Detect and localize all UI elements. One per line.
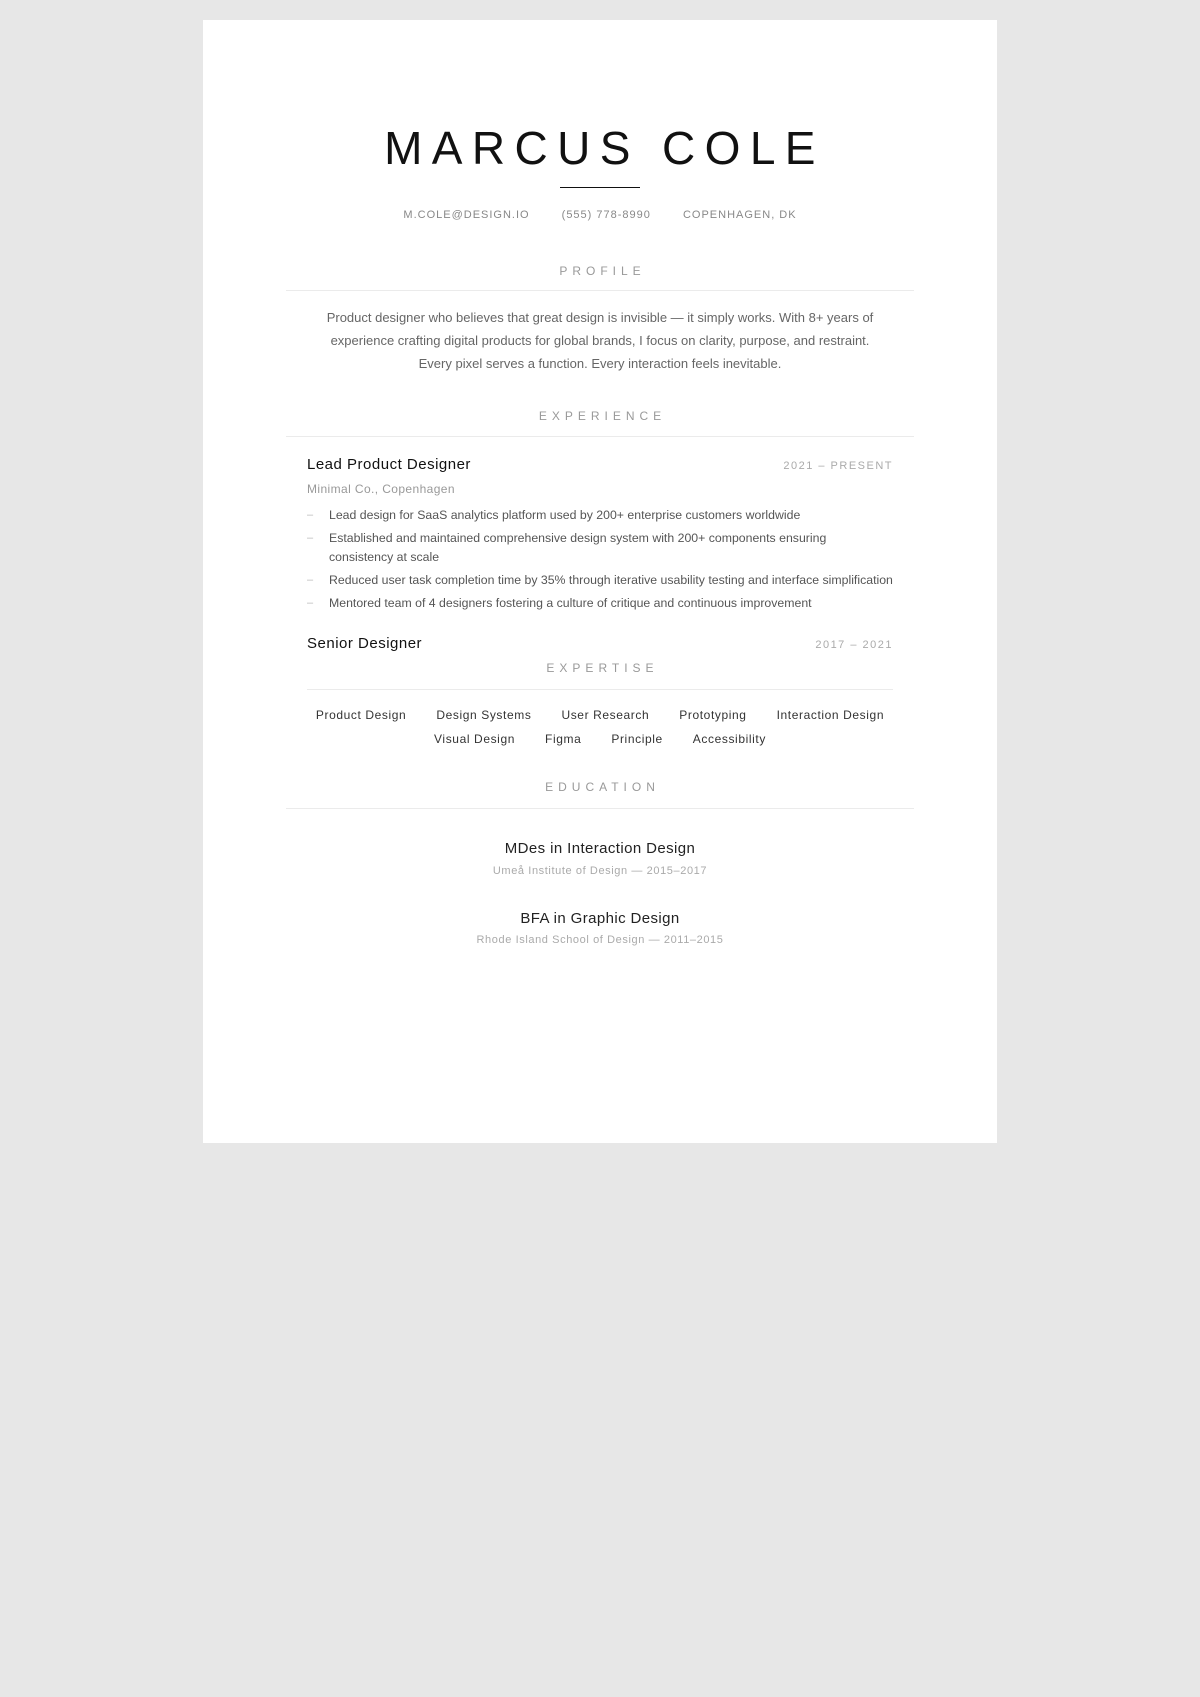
degree-title: BFA in Graphic Design <box>520 910 680 927</box>
section-rule <box>286 808 914 809</box>
resume-page <box>203 20 997 1143</box>
degree-school: Umeå Institute of Design — 2015–2017 <box>492 865 708 877</box>
profile-text: Product designer who believes that great design is invisible — it simply works. With 8+ years of experience crafting digital products for global brands, I focus on clarity, purpose, and restraint. Every pixel serves a function. Every interaction feels inevitable. <box>326 310 874 371</box>
contact-email[interactable]: M.COLE@DESIGN.IO <box>403 209 530 221</box>
job-bullet <box>307 506 893 525</box>
job-dates: 2021 – PRESENT <box>783 460 893 472</box>
bullet-text: Mentored team of 4 designers fostering a culture of critique and continuous improvement <box>329 596 812 610</box>
skill-tag: Figma <box>545 732 582 746</box>
dash-icon: – <box>307 509 314 521</box>
name-divider <box>560 187 640 188</box>
skills-row <box>287 731 913 747</box>
contact-location: COPENHAGEN, DK <box>682 209 797 221</box>
job-dates: 2017 – 2021 <box>815 639 893 651</box>
job-bullet <box>307 571 893 590</box>
dash-icon: – <box>307 532 314 544</box>
job-bullet <box>307 594 893 613</box>
skills-row <box>287 707 913 723</box>
bullet-text: Lead design for SaaS analytics platform used by 200+ enterprise customers worldwide <box>329 508 801 522</box>
skill-tag: Principle <box>611 732 663 746</box>
section-label-expertise: EXPERTISE <box>546 661 659 675</box>
section-label-experience: EXPERIENCE <box>538 409 667 423</box>
contact-phone[interactable]: (555) 778-8990 <box>561 209 651 221</box>
skill-tag: Prototyping <box>679 708 747 722</box>
job-title: Senior Designer <box>307 635 423 652</box>
degree-title: MDes in Interaction Design <box>504 840 696 857</box>
bullet-text: Reduced user task completion time by 35% through iterative usability testing and interface simplification <box>329 573 893 587</box>
section-label-profile: PROFILE <box>559 264 646 278</box>
bullet-text: Established and maintained comprehensive design system with 200+ components ensuring consistency at scale <box>329 531 827 564</box>
dash-icon: – <box>307 597 314 609</box>
dash-icon: – <box>307 574 314 586</box>
skill-tag: Design Systems <box>436 708 532 722</box>
candidate-name: MARCUS COLE <box>384 122 825 174</box>
degree-school: Rhode Island School of Design — 2011–2015 <box>476 934 724 946</box>
skill-tag: User Research <box>561 708 650 722</box>
section-rule <box>307 689 893 690</box>
section-rule <box>286 436 914 437</box>
skill-tag: Interaction Design <box>776 708 885 722</box>
skill-tag: Accessibility <box>692 732 766 746</box>
job-title: Lead Product Designer <box>307 456 471 473</box>
job-company: Minimal Co., Copenhagen <box>307 482 455 496</box>
skill-tag: Product Design <box>315 708 407 722</box>
job-bullet <box>307 529 893 567</box>
skill-tag: Visual Design <box>434 732 516 746</box>
contact-info <box>203 207 997 223</box>
section-label-education: EDUCATION <box>545 780 660 794</box>
job-bullets <box>307 506 893 617</box>
section-rule <box>286 290 914 291</box>
